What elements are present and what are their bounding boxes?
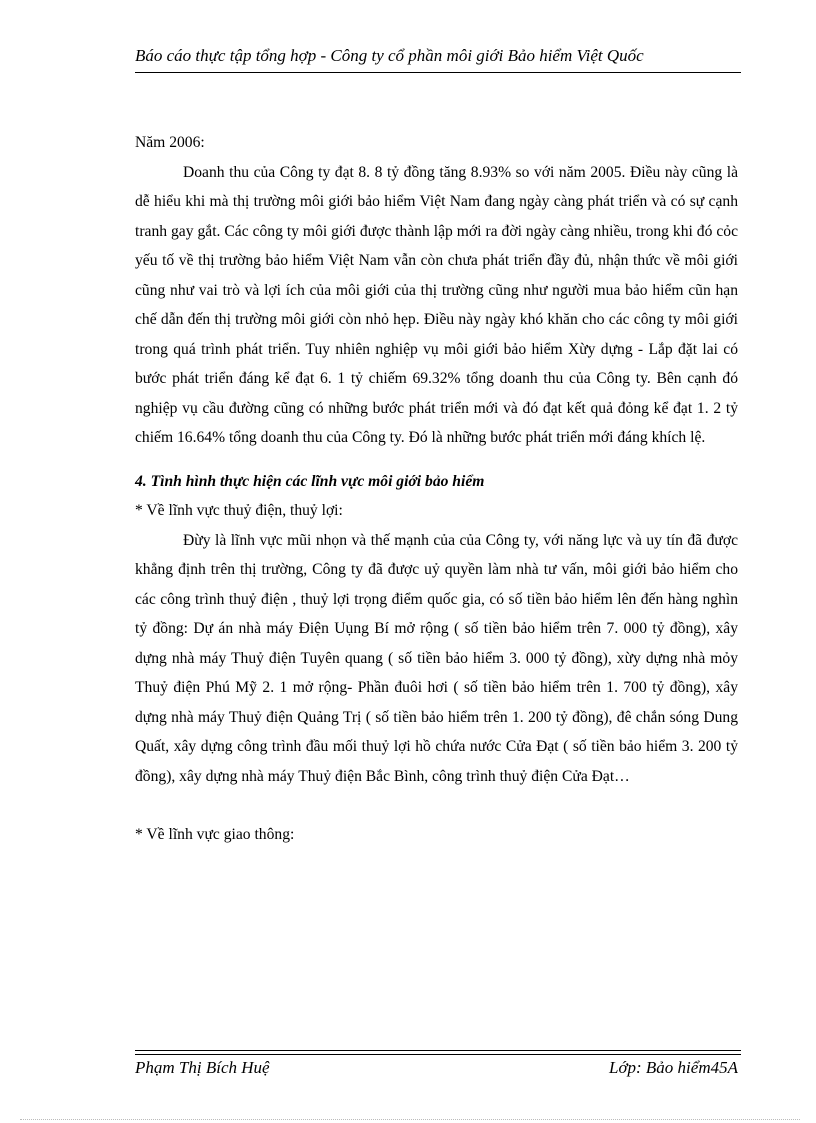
page-header: Báo cáo thực tập tổng hợp - Công ty cổ phần môi giới Bảo hiểm Việt Quốc xyxy=(135,46,644,65)
footer-class: Lớp: Bảo hiểm45A xyxy=(608,1058,738,1077)
document-body xyxy=(135,128,738,850)
section-heading: 4. Tình hình thực hiện các lĩnh vực môi giới bảo hiểm xyxy=(135,472,485,490)
subsection-transport: * Về lĩnh vực giao thông: xyxy=(135,826,295,843)
subsection-hydropower: * Về lĩnh vực thuỷ điện, thuỷ lợi: xyxy=(135,502,343,519)
year-label: Năm 2006: xyxy=(135,134,205,151)
header-rule xyxy=(135,72,741,73)
paragraph-hydropower: Đừy là lĩnh vực mũi nhọn và thế mạnh của của Công ty, với năng lực và uy tín đã được khẳng định trên thị trường, Công ty đã được uỷ quyền làm nhà tư vấn, môi giới bảo hiểm cho các công trình thuỷ điện , thuỷ lợi trọng điểm quốc gia, có số tiền bảo hiểm lên đến hàng nghìn tỷ đồng: Dự án nhà máy Điện Uụng Bí mở rộng ( số tiền bảo hiểm trên 7. 000 tỷ đồng), xây dựng nhà máy Thuỷ điện Tuyên quang ( số tiền bảo hiểm 3. 000 tỷ đồng), xừy dựng nhà mỏy Thuỷ điện Phú Mỹ 2. 1 mở rộng- Phần đuôi hơi ( số tiền bảo hiểm trên 1. 700 tỷ đồng), xây dựng nhà máy Thuỷ điện Quảng Trị ( số tiền bảo hiểm trên 1. 200 tỷ đồng), đê chắn sóng Dung Quất, xây dựng công trình đầu mối thuỷ lợi hồ chứa nước Cửa Đạt ( số tiền bảo hiểm 3. 200 tỷ đồng), xây dựng nhà máy Thuỷ điện Bắc Bình, công trình thuỷ điện Cửa Đạt… xyxy=(135,531,738,785)
paragraph-revenue: Doanh thu của Công ty đạt 8. 8 tỷ đồng tăng 8.93% so với năm 2005. Điều này cũng là dễ hiểu khi mà thị trường môi giới bảo hiểm Việt Nam đang ngày càng phát triển và có sự cạnh tranh gay gắt. Các công ty môi giới được thành lập mới ra đời ngày càng nhiều, trong khi đó cỏc yếu tố về thị trường bảo hiểm Việt Nam vẫn còn chưa phát triển đầy đủ, nhận thức về môi giới cũng như vai trò và lợi ích của môi giới của thị trường cũng như người mua bảo hiểm cũn hạn chế dẫn đến thị trường môi giới còn nhỏ hẹp. Điều này ngày khó khăn cho các công ty môi giới trong quá trình phát triển. Tuy nhiên nghiệp vụ môi giới bảo hiểm Xừy dựng - Lắp đặt lai có bước phát triển đáng kể đạt 6. 1 tỷ chiếm 69.32% tổng doanh thu của Công ty. Bên cạnh đó nghiệp vụ cầu đường cũng có những bước phát triển mới và đó đạt kết quả đỏng kể đạt 1. 2 tỷ chiếm 16.64% tổng doanh thu của Công ty. Đó là những bước phát triển mới đáng khích lệ. xyxy=(135,163,738,446)
footer-author: Phạm Thị Bích Huệ xyxy=(135,1058,270,1077)
page-bottom-edge xyxy=(20,1119,800,1120)
footer-rule xyxy=(135,1050,741,1055)
blank-line xyxy=(135,791,738,820)
